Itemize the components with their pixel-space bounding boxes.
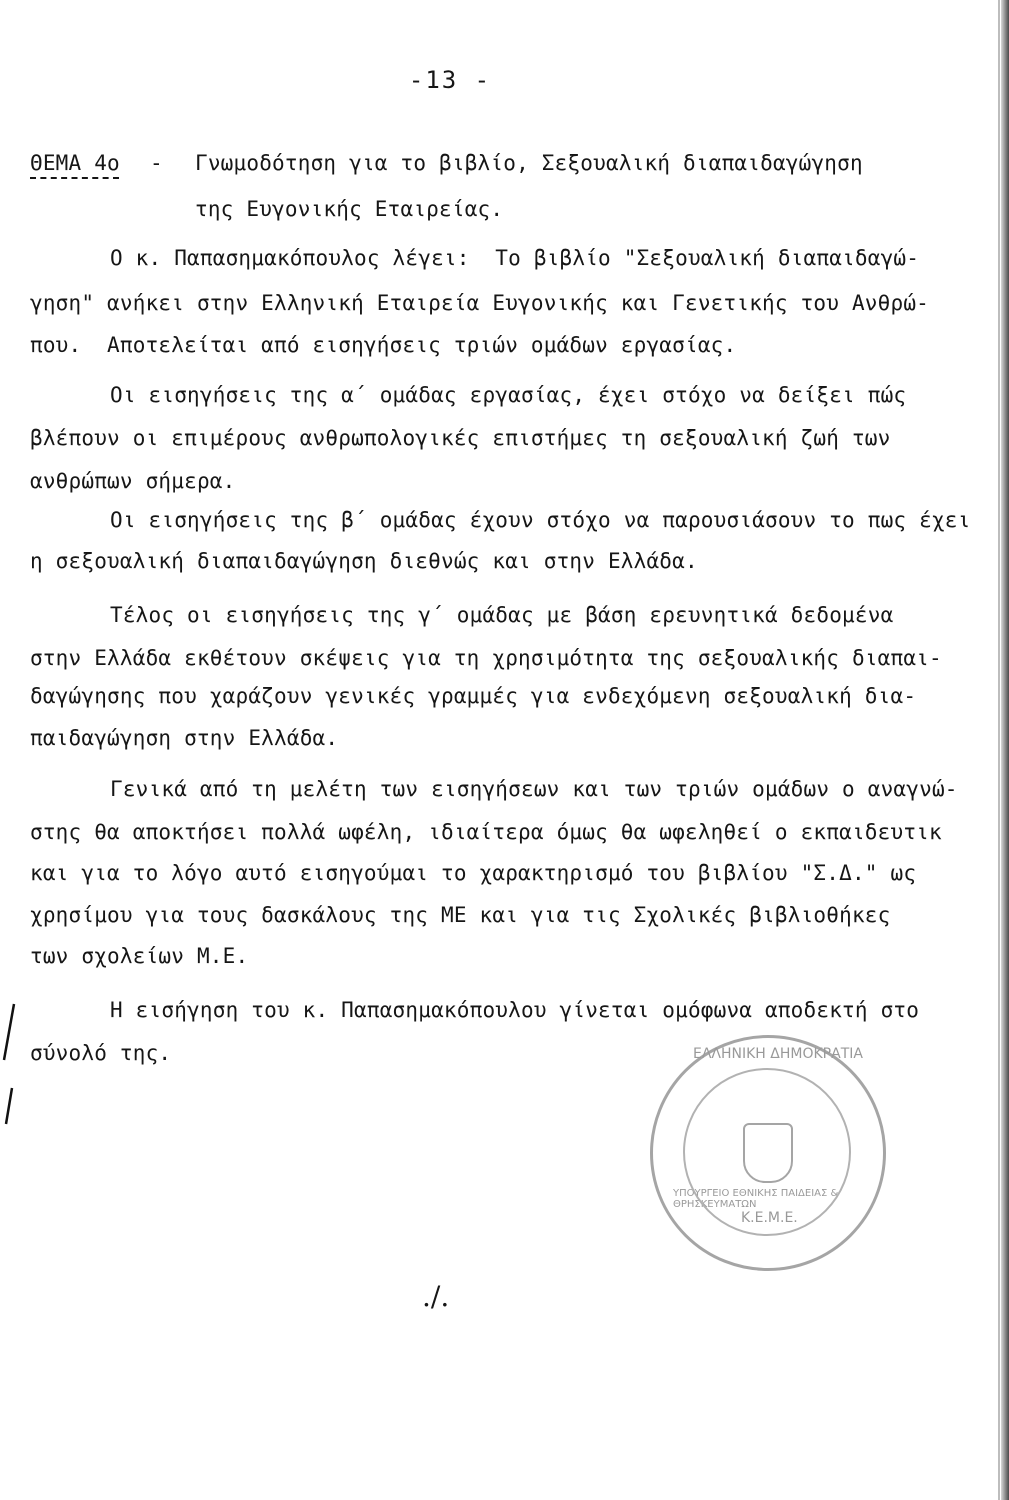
official-stamp	[650, 1035, 886, 1271]
text-line: Οι εισηγήσεις της α΄ ομάδας εργασίας, έχει στόχο να δείξει πώς	[110, 383, 907, 407]
text-line: η σεξουαλική διαπαιδαγώγηση διεθνώς και στην Ελλάδα.	[30, 549, 698, 573]
text-line: στην Ελλάδα εκθέτουν σκέψεις για τη χρησιμότητα της σεξουαλικής διαπαι-	[30, 646, 942, 670]
text-line: Τέλος οι εισηγήσεις της γ΄ ομάδας με βάση ερευνητικά δεδομένα	[110, 603, 894, 627]
text-line: Γενικά από τη μελέτη των εισηγήσεων και των τριών ομάδων ο αναγνώ-	[110, 777, 958, 801]
text-line: των σχολείων Μ.Ε.	[30, 944, 249, 968]
text-line: και για το λόγο αυτό εισηγούμαι το χαρακτηρισμό του βιβλίου "Σ.Δ." ως	[30, 861, 917, 885]
text-line: δαγώγησης που χαράζουν γενικές γραμμές για ενδεχόμενη σεξουαλική δια-	[30, 684, 917, 708]
stamp-bottom-text: Κ.Ε.Μ.Ε.	[741, 1210, 798, 1226]
stamp-inner-text: ΥΠΟΥΡΓΕΙΟ ΕΘΝΙΚΗΣ ΠΑΙΔΕΙΑΣ & ΘΡΗΣΚΕΥΜΑΤΩΝ	[673, 1188, 839, 1210]
continuation-mark: ./.	[422, 1280, 450, 1313]
text-line: Οι εισηγήσεις της β΄ ομάδας έχουν στόχο να παρουσιάσουν το πως έχει	[110, 508, 971, 532]
stamp-outer-text: ΕΛΛΗΝΙΚΗ ΔΗΜΟΚΡΑΤΙΑ	[693, 1046, 863, 1062]
topic-title-cont: της Ευγονικής Εταιρείας.	[195, 197, 504, 221]
text-line: γηση" ανήκει στην Ελληνική Εταιρεία Ευγονικής και Γενετικής του Ανθρώ-	[30, 291, 930, 315]
text-line: σύνολό της.	[30, 1041, 172, 1065]
text-line: που. Αποτελείται από εισηγήσεις τριών ομάδων εργασίας.	[30, 333, 737, 357]
text-line: Ο κ. Παπασημακόπουλος λέγει: Το βιβλίο "Σεξουαλική διαπαιδαγώ-	[110, 246, 920, 270]
text-line: Η εισήγηση του κ. Παπασημακόπουλου γίνεται ομόφωνα αποδεκτή στο	[110, 998, 920, 1022]
topic-title: Γνωμοδότηση για το βιβλίο, Σεξουαλική διαπαιδαγώγηση	[195, 151, 863, 175]
text-line: βλέπουν οι επιμέρους ανθρωπολογικές επιστήμες τη σεξουαλική ζωή των	[30, 426, 891, 450]
text-line: χρησίμου για τους δασκάλους της ΜΕ και για τις Σχολικές βιβλιοθήκες	[30, 903, 891, 927]
text-line: στης θα αποκτήσει πολλά ωφέλη, ιδιαίτερα όμως θα ωφεληθεί ο εκπαιδευτικ	[30, 820, 942, 844]
text-line: παιδαγώγηση στην Ελλάδα.	[30, 726, 339, 750]
margin-pen-mark-icon	[0, 1000, 20, 1130]
text-line: ανθρώπων σήμερα.	[30, 469, 236, 493]
coat-of-arms-icon	[743, 1123, 793, 1183]
page-edge-line	[998, 0, 1000, 1500]
page-edge-shadow	[1001, 0, 1009, 1500]
topic-label: ΘΕΜΑ 4ο	[30, 151, 120, 175]
topic-dash: -	[150, 151, 163, 175]
page-number: -13 -	[408, 66, 492, 94]
